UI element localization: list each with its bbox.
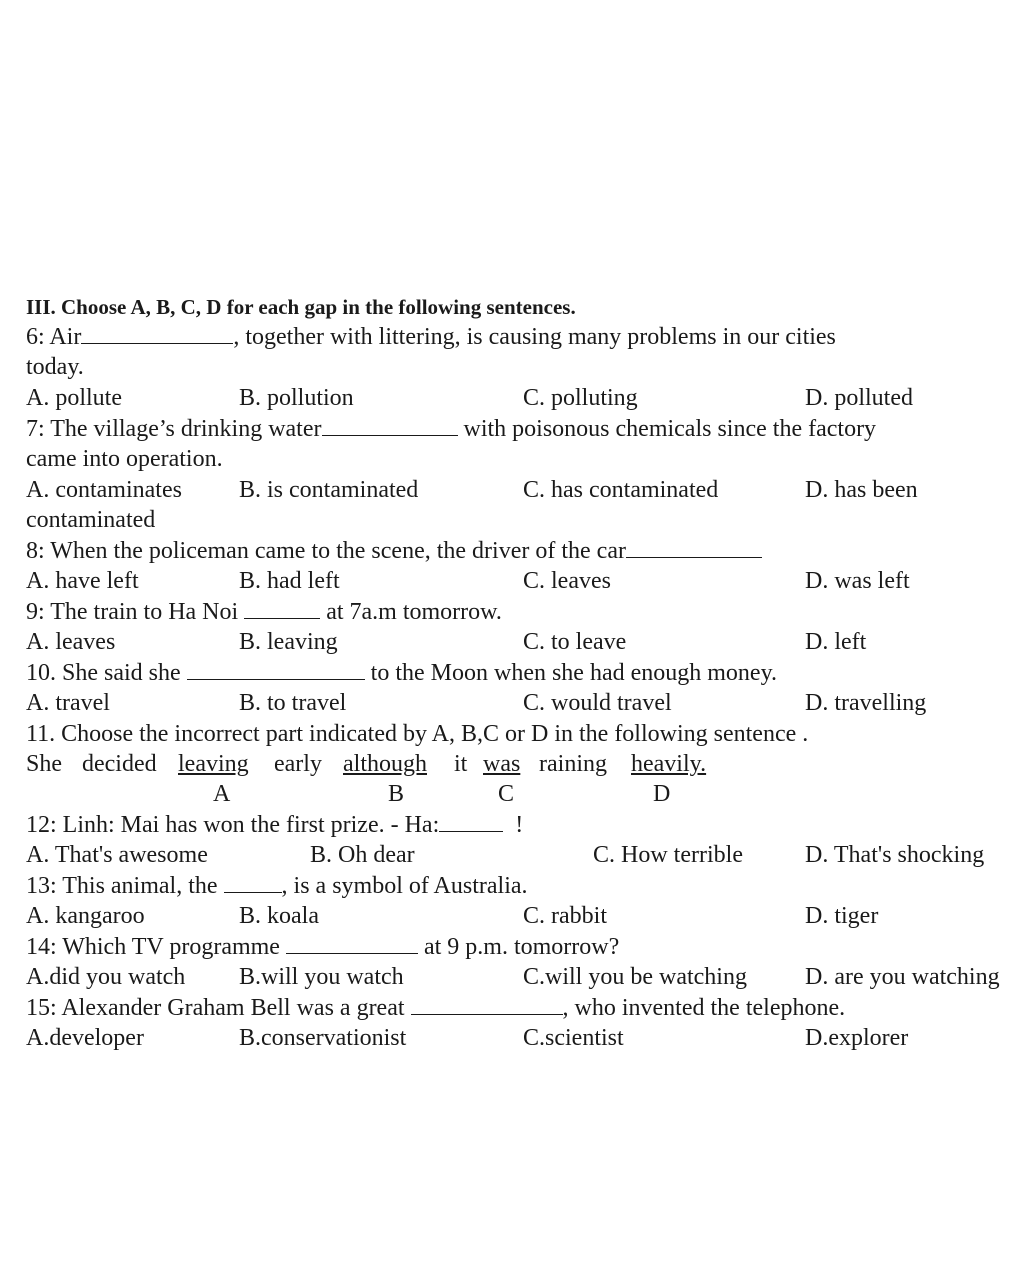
q11-letter-b: B [388,781,405,807]
q12-option-b[interactable]: B. Oh dear [310,842,415,868]
q12-stem-before: 12: Linh: Mai has won the first prize. - Ha: [26,812,440,838]
q9-option-a[interactable]: A. leaves [26,629,116,655]
q12-option-d[interactable]: D. That's shocking [805,842,985,868]
q8-option-c[interactable]: C. leaves [523,568,611,594]
q7-blank [322,415,458,436]
question-12-stem [26,810,1024,840]
q8-option-b[interactable]: B. had left [239,568,340,594]
q6-option-d[interactable]: D. polluted [805,385,913,411]
q12-option-c[interactable]: C. How terrible [593,842,743,868]
question-10-stem [26,658,1024,688]
q12-option-a[interactable]: A. That's awesome [26,842,208,868]
q10-option-c[interactable]: C. would travel [523,690,672,716]
q13-blank [224,872,282,893]
q13-option-b[interactable]: B. koala [239,903,319,929]
q9-stem-after: at 7a.m tomorrow. [326,599,502,625]
q10-blank [187,659,365,680]
q14-option-c[interactable]: C.will you be watching [523,964,747,990]
section-heading: III. Choose A, B, C, D for each gap in the following sentences. [26,295,576,319]
q11-part-c[interactable]: was [483,751,521,777]
q8-option-a[interactable]: A. have left [26,568,139,594]
question-6-stem-cont: today. [26,354,84,380]
q14-option-d[interactable]: D. are you watching [805,964,1000,990]
q10-stem-after: to the Moon when she had enough money. [370,660,778,686]
q6-stem-before: 6: Air [26,324,82,350]
q7-option-c[interactable]: C. has contaminated [523,477,719,503]
q15-option-b[interactable]: B.conservationist [239,1025,407,1051]
q11-letter-c: C [498,781,515,807]
q10-option-b[interactable]: B. to travel [239,690,347,716]
q6-blank [81,323,233,344]
q14-option-b[interactable]: B.will you watch [239,964,404,990]
q14-stem-after: at 9 p.m. tomorrow? [423,934,620,960]
q9-option-c[interactable]: C. to leave [523,629,627,655]
q11-letter-a: A [213,781,231,807]
q15-stem-after: , who invented the telephone. [562,995,846,1021]
q11-part-a[interactable]: leaving [178,751,249,777]
question-11-stem: 11. Choose the incorrect part indicated by A, B,C or D in the following sentence . [26,721,809,747]
q15-option-d[interactable]: D.explorer [805,1025,909,1051]
question-7-stem [26,414,1024,444]
q15-stem-before: 15: Alexander Graham Bell was a great [26,995,405,1021]
q7-option-a[interactable]: A. contaminates [26,477,182,503]
q13-option-d[interactable]: D. tiger [805,903,879,929]
q11-word-1: She [26,751,62,777]
q11-word-8: raining [539,751,607,777]
q11-word-2: decided [82,751,157,777]
q15-blank [411,994,563,1015]
q8-blank [626,537,762,558]
q7-option-d[interactable]: D. has been [805,477,918,503]
q6-stem-after: , together with littering, is causing many problems in our cities [233,324,836,350]
q7-option-d-cont: contaminated [26,507,156,533]
q12-stem-after: ! [515,812,524,838]
question-15-stem [26,993,1024,1023]
q6-option-b[interactable]: B. pollution [239,385,354,411]
q11-letter-d: D [653,781,671,807]
q7-option-b[interactable]: B. is contaminated [239,477,419,503]
q13-option-a[interactable]: A. kangaroo [26,903,145,929]
q9-option-b[interactable]: B. leaving [239,629,338,655]
q7-stem-after: with poisonous chemicals since the factory [463,416,877,442]
q15-option-a[interactable]: A.developer [26,1025,144,1051]
q11-part-d[interactable]: heavily. [631,751,707,777]
q13-stem-after: , is a symbol of Australia. [281,873,528,899]
q9-stem-before: 9: The train to Ha Noi [26,599,239,625]
q13-option-c[interactable]: C. rabbit [523,903,607,929]
q11-word-4: early [274,751,322,777]
q14-option-a[interactable]: A.did you watch [26,964,186,990]
question-13-stem [26,871,1024,901]
question-9-stem [26,597,1024,627]
q9-option-d[interactable]: D. left [805,629,867,655]
q13-stem-before: 13: This animal, the [26,873,218,899]
q11-word-6: it [454,751,468,777]
q10-option-d[interactable]: D. travelling [805,690,927,716]
q8-stem-before: 8: When the policeman came to the scene, the driver of the car [26,538,626,564]
q8-option-d[interactable]: D. was left [805,568,910,594]
q10-option-a[interactable]: A. travel [26,690,110,716]
question-7-stem-cont: came into operation. [26,446,223,472]
q14-stem-before: 14: Which TV programme [26,934,280,960]
q6-option-c[interactable]: C. polluting [523,385,638,411]
question-8-stem [26,536,1024,566]
q9-blank [244,598,320,619]
q6-option-a[interactable]: A. pollute [26,385,122,411]
q10-stem-before: 10. She said she [26,660,181,686]
question-14-stem [26,932,1024,962]
q15-option-c[interactable]: C.scientist [523,1025,624,1051]
q14-blank [286,933,418,954]
q7-stem-before: 7: The village’s drinking water [26,416,322,442]
q11-part-b[interactable]: although [343,751,427,777]
q12-blank [439,811,503,832]
question-6-stem [26,322,1024,352]
